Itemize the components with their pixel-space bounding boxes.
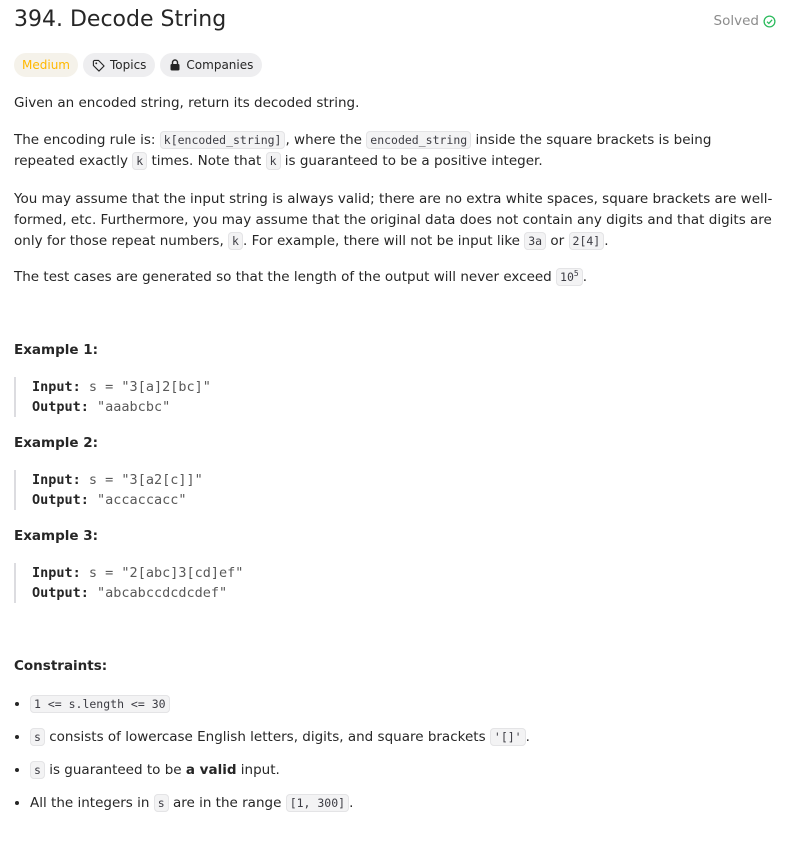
constraint-code: s — [30, 728, 45, 746]
code-2-4: 2[4] — [569, 232, 605, 250]
example-input: s = "3[a2[c]]" — [88, 472, 203, 488]
topics-label: Topics — [109, 58, 147, 72]
example-block — [14, 470, 772, 510]
example-output: "accaccacc" — [97, 492, 187, 508]
code-k: k — [132, 152, 147, 170]
code-encoding-rule: k[encoded_string] — [160, 131, 286, 149]
output-label: Output: — [32, 492, 89, 508]
example-block — [14, 377, 772, 417]
text: You may assume that the input string is always valid; there are no extra white spaces, square brackets are well-formed, etc. Furthermore, you may assume that the original data does not contain any digits and that digits are only for those repeat numbers, — [14, 191, 773, 249]
text: or — [546, 233, 569, 249]
code-power — [556, 268, 583, 286]
example-heading: Example 2: — [14, 435, 99, 451]
code-k: k — [266, 152, 281, 170]
text: are in the range — [168, 795, 286, 811]
text: times. Note that — [147, 153, 266, 169]
text: is guaranteed to be a positive integer. — [280, 153, 543, 169]
problem-description — [14, 0, 776, 811]
list-item — [30, 727, 770, 748]
list-item — [30, 793, 770, 814]
example-input: s = "3[a]2[bc]" — [88, 379, 211, 395]
constraint-code: s — [30, 761, 45, 779]
companies-label: Companies — [186, 58, 254, 72]
constraints-heading: Constraints: — [14, 658, 108, 674]
difficulty-badge[interactable]: Medium — [14, 53, 78, 77]
text: . — [582, 269, 588, 285]
example-input: s = "2[abc]3[cd]ef" — [88, 565, 244, 581]
tag-row — [14, 53, 776, 77]
code-encoded-string: encoded_string — [366, 131, 471, 149]
problem-title: 394. Decode String — [14, 7, 227, 32]
list-item — [30, 694, 770, 715]
text: is guaranteed to be — [44, 762, 186, 778]
text: . — [525, 729, 530, 745]
description-p3 — [14, 189, 776, 252]
title-row — [14, 0, 776, 44]
constraint-code: s — [154, 794, 169, 812]
topics-button[interactable] — [83, 53, 155, 77]
text: input. — [236, 762, 280, 778]
output-label: Output: — [32, 399, 89, 415]
check-circle-icon — [763, 15, 776, 28]
text: The encoding rule is: — [14, 132, 160, 148]
list-item — [30, 760, 770, 781]
text: All the integers in — [30, 795, 154, 811]
text: . — [604, 233, 609, 249]
constraints-list — [14, 694, 770, 826]
example-output: "aaabcbc" — [97, 399, 171, 415]
description-p1: Given an encoded string, return its decoded string. — [14, 95, 360, 111]
constraint-code: '[]' — [490, 728, 526, 746]
example-block — [14, 563, 772, 603]
description-p2 — [14, 130, 776, 172]
output-label: Output: — [32, 585, 89, 601]
text: The test cases are generated so that the length of the output will never exceed — [14, 269, 557, 285]
code-k: k — [228, 232, 243, 250]
power-exponent: 5 — [573, 269, 579, 279]
input-label: Input: — [32, 565, 81, 581]
text: . For example, there will not be input like — [242, 233, 525, 249]
lock-icon — [169, 59, 181, 71]
constraint-code: 1 <= s.length <= 30 — [30, 695, 170, 713]
text: , where the — [285, 132, 367, 148]
text: consists of lowercase English letters, digits, and square brackets — [44, 729, 490, 745]
companies-button[interactable] — [160, 53, 262, 77]
input-label: Input: — [32, 472, 81, 488]
bold-text: a valid — [185, 762, 237, 778]
solved-status — [714, 13, 776, 29]
example-heading: Example 3: — [14, 528, 99, 544]
tag-icon — [92, 59, 105, 72]
example-output: "abcabccdcdcdef" — [97, 585, 228, 601]
input-label: Input: — [32, 379, 81, 395]
power-base: 10 — [560, 270, 574, 284]
constraint-code: [1, 300] — [286, 794, 349, 812]
solved-label: Solved — [713, 13, 759, 29]
text: . — [349, 795, 354, 811]
description-p4 — [14, 267, 776, 288]
example-heading: Example 1: — [14, 342, 99, 358]
text: inside the square brackets is being repeated exactly — [14, 132, 712, 169]
code-3a: 3a — [524, 232, 546, 250]
